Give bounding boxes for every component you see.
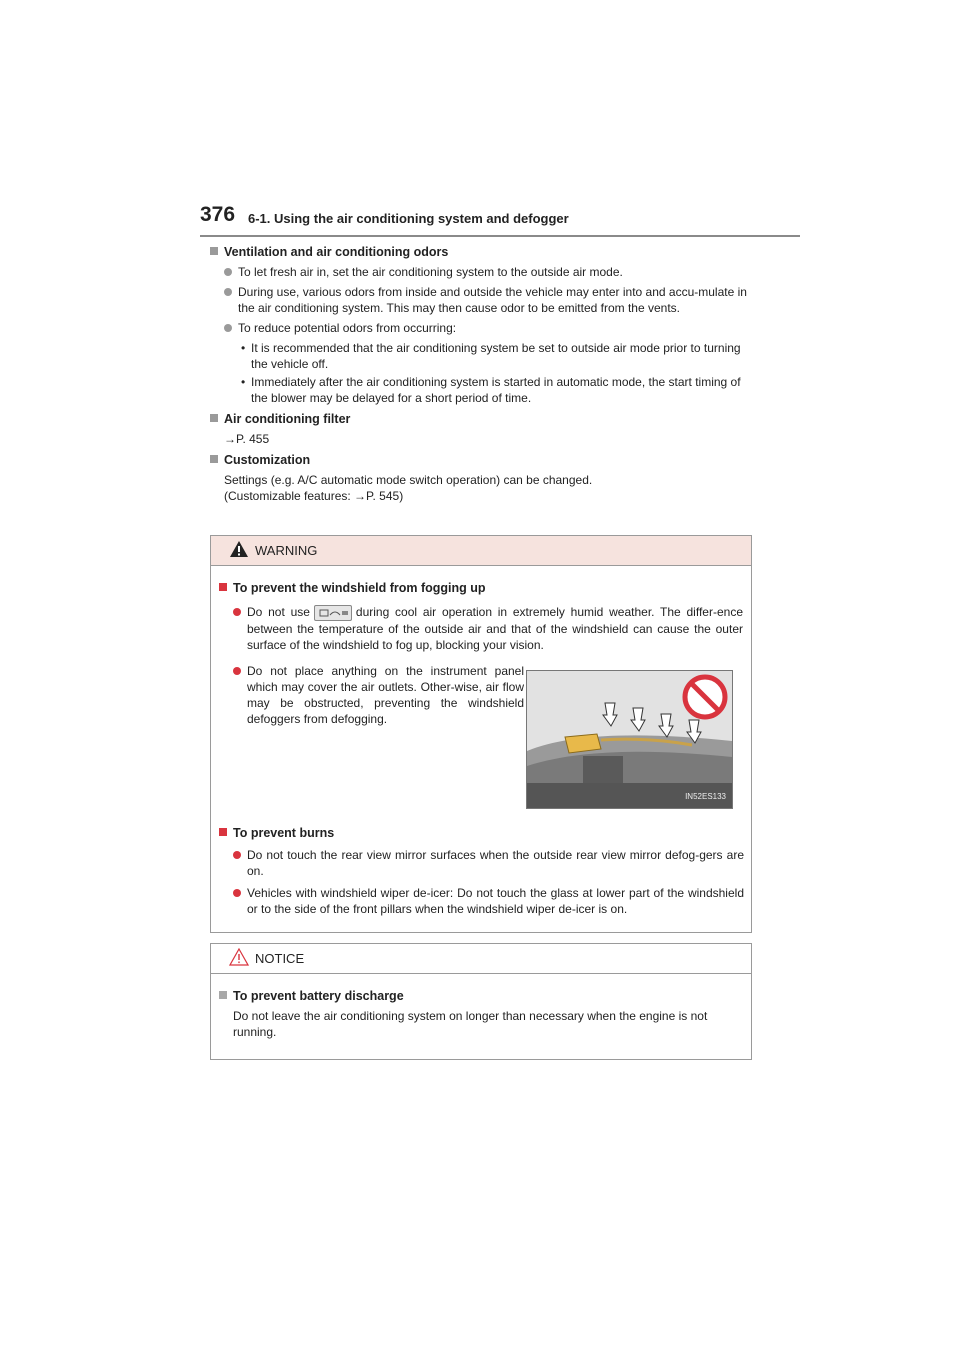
chapter-title: 6-1. Using the air conditioning system and defogger xyxy=(248,211,569,226)
sub-list-item: • Immediately after the air conditioning system is started in automatic mode, the start timing of the blower may be delayed for a short period of time. xyxy=(241,375,741,405)
square-bullet-icon xyxy=(210,455,218,463)
section-customization: Customization Settings (e.g. A/C automatic mode switch operation) can be changed. (Customizable features: →P. 545) xyxy=(210,452,755,504)
list-item: Vehicles with windshield wiper de-icer: Do not touch the glass at lower part of the windshield or to the side of the front pillars when the windshield wiper de-icer is on. xyxy=(219,885,744,917)
page-reference: →P. 455 xyxy=(224,432,270,446)
list-item: During use, various odors from inside and outside the vehicle may enter into and accu-mulate in the air conditioning system. This may then cause odor to be emitted from the vents. xyxy=(210,284,755,316)
warning-title-fog: To prevent the windshield from fogging up xyxy=(233,581,486,595)
warning-box xyxy=(210,535,752,933)
list-item: To reduce potential odors from occurring: xyxy=(210,320,755,336)
square-bullet-icon xyxy=(219,991,227,999)
page-header xyxy=(200,203,800,237)
section-title: Ventilation and air conditioning odors xyxy=(224,245,449,259)
round-bullet-icon xyxy=(233,889,241,897)
round-bullet-icon xyxy=(224,324,232,332)
notice-header xyxy=(211,944,751,974)
warning-header xyxy=(211,536,751,566)
list-item: Do not use during cool air operation in extremely humid weather. The differ-ence between the temperature of the outside air and that of the windshield can cause the outer surface of the windshield to fog up, blocking your vision. xyxy=(219,604,743,653)
section-ventilation xyxy=(210,244,755,406)
list-item: Do not place anything on the instrument panel which may cover the air outlets. Other-wise, air flow may be obstructed, preventing the windshield defoggers from defogging. xyxy=(219,663,524,727)
list-item: To let fresh air in, set the air conditioning system to the outside air mode. xyxy=(210,264,755,280)
windshield-defogger-button-icon xyxy=(314,605,352,621)
round-bullet-icon xyxy=(233,851,241,859)
square-bullet-icon xyxy=(210,247,218,255)
square-bullet-icon xyxy=(219,583,227,591)
round-bullet-icon xyxy=(224,268,232,276)
illustration-code: IN52ES133 xyxy=(685,792,726,801)
round-bullet-icon xyxy=(233,608,241,616)
warning-triangle-icon xyxy=(229,540,249,558)
caution-triangle-icon xyxy=(229,948,249,966)
square-bullet-icon xyxy=(210,414,218,422)
warning-label: WARNING xyxy=(255,543,318,558)
warning-title-burns: To prevent burns xyxy=(233,826,335,840)
notice-label: NOTICE xyxy=(255,951,305,966)
section-title: Customization xyxy=(224,453,311,467)
main-content xyxy=(210,244,755,509)
round-bullet-icon xyxy=(224,288,232,296)
sub-list-item: • It is recommended that the air conditioning system be set to outside air mode prior to turning the vehicle off. xyxy=(241,341,741,371)
list-item: Do not touch the rear view mirror surfaces when the outside rear view mirror defog-gers are on. xyxy=(219,847,744,879)
instrument-panel-illustration xyxy=(526,670,733,809)
section-filter xyxy=(210,411,755,447)
square-bullet-icon xyxy=(219,828,227,836)
page-number: 376 xyxy=(200,203,236,226)
notice-box xyxy=(210,943,752,1060)
notice-text: Do not leave the air conditioning system on longer than necessary when the engine is not running. xyxy=(233,1009,708,1039)
round-bullet-icon xyxy=(233,667,241,675)
notice-title: To prevent battery discharge xyxy=(233,989,404,1003)
section-title: Air conditioning filter xyxy=(224,412,351,426)
